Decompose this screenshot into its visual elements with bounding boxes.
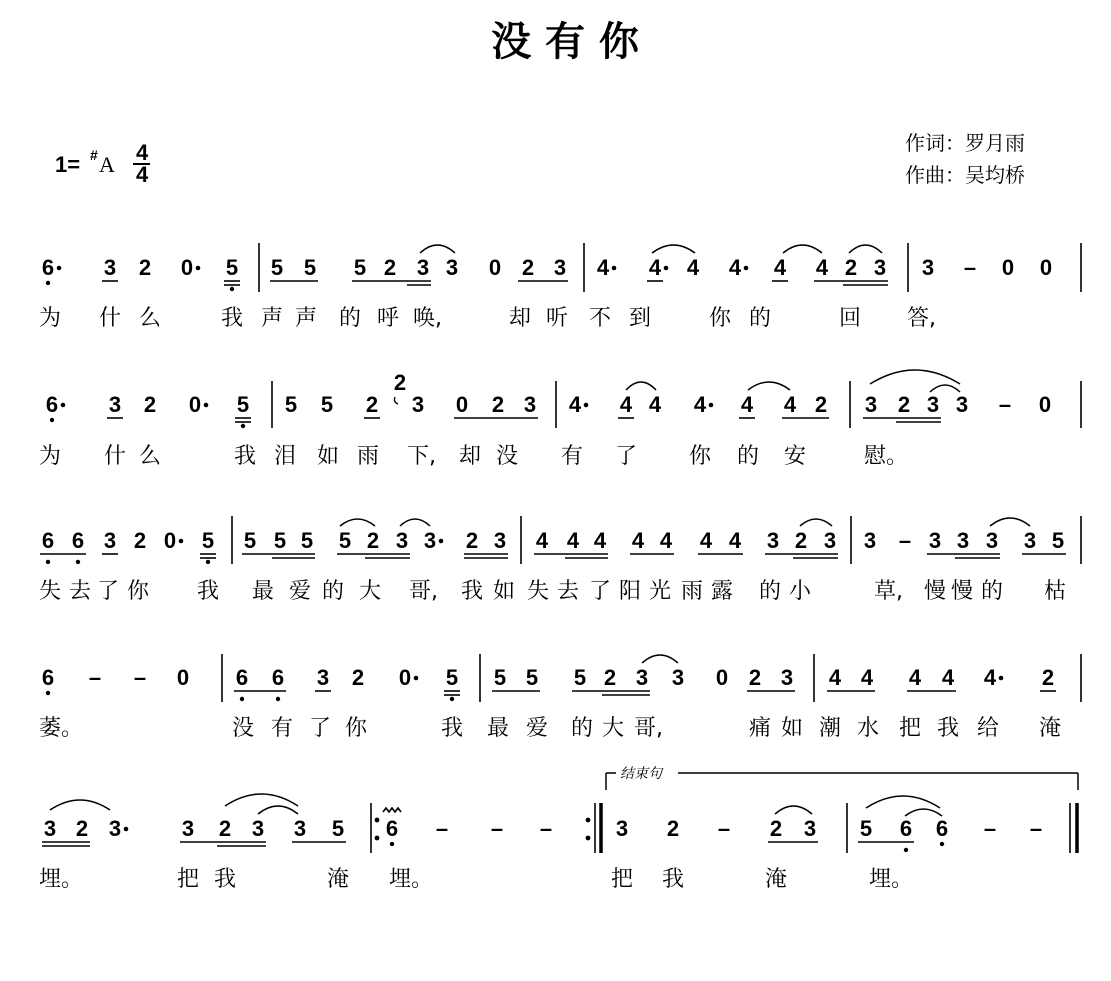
note: 3 <box>293 816 307 841</box>
note: 6 <box>41 665 55 690</box>
repeat-dot <box>375 836 380 841</box>
note: 6 <box>899 816 913 841</box>
note: – <box>435 816 449 841</box>
lyric-syllable: 最 <box>252 579 275 604</box>
lyric-syllable: 痛 <box>749 716 772 741</box>
lyric-syllable: 把 <box>177 867 200 892</box>
lyric-syllable: 却 <box>509 306 532 331</box>
note: 3 <box>873 255 887 280</box>
note: 4 <box>728 255 742 280</box>
slur <box>420 245 455 253</box>
note: 4 <box>659 528 673 553</box>
lyric-syllable: 我 <box>234 444 257 469</box>
lyric-syllable: 如 <box>493 579 516 604</box>
note: 2 <box>1041 665 1055 690</box>
grace-note: 2 <box>393 370 407 395</box>
lyric-syllable: 听 <box>546 306 569 331</box>
lyric-syllable: 我 <box>662 867 685 892</box>
aug-dot <box>612 266 617 271</box>
slur <box>870 370 960 384</box>
note: 2 <box>491 392 505 417</box>
note: 5 <box>273 528 287 553</box>
lyric-syllable: 我 <box>461 579 484 604</box>
note: 3 <box>780 665 794 690</box>
note: 3 <box>316 665 330 690</box>
aug-dot <box>999 676 1004 681</box>
note: 6 <box>385 816 399 841</box>
lyric-syllable: 淹 <box>1039 716 1062 741</box>
note: – <box>539 816 553 841</box>
slur <box>626 382 656 390</box>
key-signature <box>55 147 115 177</box>
note: 6 <box>935 816 949 841</box>
time-signature <box>133 140 150 187</box>
lyric-syllable: 的 <box>737 444 760 469</box>
slur <box>866 796 940 808</box>
note: 4 <box>699 528 713 553</box>
repeat-dot <box>586 836 591 841</box>
lyric-syllable: 没 <box>496 444 519 469</box>
note: 5 <box>225 255 239 280</box>
lyric-syllable: 到 <box>629 306 652 331</box>
note: 3 <box>181 816 195 841</box>
lyric-syllable: 你 <box>127 579 150 604</box>
note: 3 <box>395 528 409 553</box>
note: 3 <box>766 528 780 553</box>
lyric-syllable: 不 <box>589 306 612 331</box>
note: 6 <box>235 665 249 690</box>
note: 3 <box>671 665 685 690</box>
slur <box>340 519 375 526</box>
lyric-syllable: 你 <box>345 716 368 741</box>
note: 4 <box>648 255 662 280</box>
lyric-syllable: 给 <box>977 716 1000 741</box>
aug-dot <box>179 539 184 544</box>
note: 2 <box>748 665 762 690</box>
aug-dot <box>584 403 589 408</box>
note: 0 <box>1038 392 1052 417</box>
lyric-syllable: 慢 <box>924 579 947 604</box>
lyric-syllable: 枯 <box>1044 579 1067 604</box>
note: 5 <box>573 665 587 690</box>
note: 0 <box>163 528 177 553</box>
lyric-syllable: 了 <box>589 579 612 604</box>
lyric-syllable: 露 <box>711 579 734 604</box>
lyric-syllable: 慢 <box>951 579 974 604</box>
slur <box>748 382 790 390</box>
lyric-syllable: 哥, <box>634 716 663 741</box>
note: 2 <box>218 816 232 841</box>
low-dot <box>276 697 280 701</box>
note: 0 <box>488 255 502 280</box>
note: 3 <box>553 255 567 280</box>
grace-slur <box>394 397 398 404</box>
lyric-syllable: 淹 <box>765 867 788 892</box>
lyric-syllable: 呼 <box>377 306 400 331</box>
note: 3 <box>864 392 878 417</box>
lyric-syllable: 唤, <box>413 306 442 331</box>
note: – <box>963 255 977 280</box>
note: 5 <box>353 255 367 280</box>
note: 2 <box>365 392 379 417</box>
svg-text:A: A <box>99 152 115 177</box>
low-dot <box>76 560 80 564</box>
note: 2 <box>603 665 617 690</box>
slur <box>800 519 832 526</box>
lyric-syllable: 声 <box>295 306 318 331</box>
lyric-syllable: 有 <box>271 716 294 741</box>
note: 3 <box>823 528 837 553</box>
note: 2 <box>794 528 808 553</box>
note: 3 <box>103 255 117 280</box>
slur <box>258 806 298 814</box>
lyric-syllable: 你 <box>689 444 712 469</box>
note: 4 <box>566 528 580 553</box>
lyric-syllable: 为 <box>39 444 62 469</box>
note: 0 <box>1039 255 1053 280</box>
lyric-syllable: 雨 <box>681 579 704 604</box>
note: 3 <box>108 816 122 841</box>
note: 5 <box>1051 528 1065 553</box>
svg-text:4: 4 <box>136 140 149 165</box>
note: – <box>133 665 147 690</box>
slur <box>775 806 812 814</box>
note: 4 <box>860 665 874 690</box>
system-3 <box>39 516 1081 604</box>
lyric-syllable: 大 <box>359 579 382 604</box>
repeat-dot <box>375 818 380 823</box>
note: 4 <box>828 665 842 690</box>
note: 4 <box>983 665 997 690</box>
note: 2 <box>138 255 152 280</box>
note: – <box>490 816 504 841</box>
lyric-syllable: 下, <box>407 444 436 469</box>
note: 4 <box>631 528 645 553</box>
lyric-syllable: 了 <box>615 444 638 469</box>
lyric-syllable: 失 <box>527 579 550 604</box>
lyric-syllable: 有 <box>561 444 584 469</box>
note: 6 <box>45 392 59 417</box>
note: 3 <box>103 528 117 553</box>
ending-bracket <box>606 766 1078 790</box>
low-dot <box>904 848 908 852</box>
lyric-syllable: 阳 <box>619 579 642 604</box>
note: – <box>88 665 102 690</box>
lyric-syllable: 草, <box>874 579 903 604</box>
aug-dot <box>744 266 749 271</box>
lyric-syllable: 雨 <box>357 444 380 469</box>
lyric-syllable: 了 <box>97 579 120 604</box>
note: – <box>1029 816 1043 841</box>
note: 0 <box>455 392 469 417</box>
note: 4 <box>773 255 787 280</box>
lyric-syllable: 我 <box>221 306 244 331</box>
note: 5 <box>445 665 459 690</box>
note: 4 <box>648 392 662 417</box>
note: 2 <box>521 255 535 280</box>
note: 2 <box>133 528 147 553</box>
lyric-syllable: 的 <box>981 579 1004 604</box>
lyric-syllable: 什 <box>99 306 122 331</box>
lyric-syllable: 埋。 <box>389 867 434 892</box>
lyric-syllable: 你 <box>709 306 732 331</box>
note: 4 <box>693 392 707 417</box>
slur <box>400 519 430 526</box>
page-title: 没 有 你 <box>491 18 639 65</box>
aug-dot <box>196 266 201 271</box>
aug-dot <box>664 266 669 271</box>
lyric-syllable: 去 <box>69 579 92 604</box>
slur <box>990 518 1030 526</box>
note: 4 <box>686 255 700 280</box>
slur <box>849 245 882 253</box>
lyric-syllable: 我 <box>197 579 220 604</box>
note: 2 <box>143 392 157 417</box>
note: – <box>717 816 731 841</box>
note: 3 <box>416 255 430 280</box>
note: 4 <box>619 392 633 417</box>
lyric-syllable: 去 <box>557 579 580 604</box>
lyric-syllable: 慰。 <box>864 444 909 469</box>
note: 3 <box>928 528 942 553</box>
svg-text:4: 4 <box>136 162 149 187</box>
lyric-syllable: 萎。 <box>39 716 84 741</box>
note: 6 <box>71 528 85 553</box>
note: 2 <box>351 665 365 690</box>
svg-text:#: # <box>90 147 98 163</box>
note: 0 <box>398 665 412 690</box>
lyric-syllable: 我 <box>441 716 464 741</box>
note: 3 <box>43 816 57 841</box>
note: 5 <box>331 816 345 841</box>
lyric-syllable: 的 <box>749 306 772 331</box>
lyric-syllable: 的 <box>322 579 345 604</box>
lyric-syllable: 没 <box>232 716 255 741</box>
lyric-syllable: 埋。 <box>39 867 84 892</box>
note: – <box>998 392 1012 417</box>
lyric-syllable: 的 <box>571 716 594 741</box>
trill-mark <box>383 808 401 812</box>
lyric-syllable: 么 <box>139 444 162 469</box>
note: – <box>898 528 912 553</box>
note: 3 <box>921 255 935 280</box>
note: 2 <box>814 392 828 417</box>
note: 3 <box>926 392 940 417</box>
lyric-syllable: 水 <box>857 716 880 741</box>
note: 5 <box>338 528 352 553</box>
system-1 <box>39 243 1081 331</box>
aug-dot <box>124 827 129 832</box>
lyric-syllable: 失 <box>39 579 62 604</box>
note: 6 <box>41 528 55 553</box>
lyric-syllable: 声 <box>261 306 284 331</box>
system-5 <box>39 794 1077 892</box>
note: 0 <box>176 665 190 690</box>
note: 5 <box>236 392 250 417</box>
note: 5 <box>243 528 257 553</box>
lyric-syllable: 了 <box>309 716 332 741</box>
lyric-syllable: 最 <box>487 716 510 741</box>
note: 5 <box>525 665 539 690</box>
aug-dot <box>414 676 419 681</box>
note: 4 <box>815 255 829 280</box>
note: 2 <box>366 528 380 553</box>
composer-credit: 作曲：吴均桥 <box>905 163 1025 187</box>
lyric-syllable: 安 <box>784 444 807 469</box>
low-dot <box>46 560 50 564</box>
lyric-syllable: 光 <box>649 579 672 604</box>
slur <box>225 794 298 806</box>
repeat-dot <box>586 818 591 823</box>
note: 2 <box>666 816 680 841</box>
lyric-syllable: 如 <box>781 716 804 741</box>
lyric-syllable: 大 <box>602 716 625 741</box>
lyric-syllable: 答, <box>907 306 936 331</box>
low-dot <box>46 281 50 285</box>
lyric-syllable: 却 <box>459 444 482 469</box>
note: 3 <box>493 528 507 553</box>
note: 3 <box>108 392 122 417</box>
lyric-syllable: 小 <box>789 579 812 604</box>
note: 3 <box>615 816 629 841</box>
slur <box>642 655 678 663</box>
note: 2 <box>383 255 397 280</box>
slur <box>783 245 822 253</box>
note: 4 <box>728 528 742 553</box>
note: 4 <box>740 392 754 417</box>
lyric-syllable: 把 <box>899 716 922 741</box>
note: 3 <box>523 392 537 417</box>
note: 4 <box>596 255 610 280</box>
note: 3 <box>423 528 437 553</box>
note: 4 <box>941 665 955 690</box>
note: 6 <box>271 665 285 690</box>
low-dot <box>940 842 944 846</box>
low-dot <box>50 418 54 422</box>
note: 5 <box>270 255 284 280</box>
aug-dot <box>57 266 62 271</box>
lyric-syllable: 如 <box>317 444 340 469</box>
note: 0 <box>188 392 202 417</box>
aug-dot <box>709 403 714 408</box>
note: 3 <box>956 528 970 553</box>
note: 4 <box>593 528 607 553</box>
lyric-syllable: 么 <box>139 306 162 331</box>
slur <box>930 385 960 392</box>
note: 2 <box>75 816 89 841</box>
note: 5 <box>303 255 317 280</box>
lyric-syllable: 我 <box>937 716 960 741</box>
lyric-syllable: 我 <box>214 867 237 892</box>
ending-label: 结束句 <box>620 766 662 782</box>
slur <box>50 800 110 810</box>
low-dot <box>450 697 454 701</box>
note: 3 <box>863 528 877 553</box>
note: 5 <box>320 392 334 417</box>
low-dot <box>230 287 234 291</box>
aug-dot <box>61 403 66 408</box>
note: 3 <box>985 528 999 553</box>
lyric-syllable: 把 <box>611 867 634 892</box>
aug-dot <box>204 403 209 408</box>
note: 4 <box>535 528 549 553</box>
note: 2 <box>844 255 858 280</box>
note: 5 <box>284 392 298 417</box>
note: 2 <box>465 528 479 553</box>
lyric-syllable: 的 <box>339 306 362 331</box>
lyric-syllable: 泪 <box>274 444 297 469</box>
slur <box>652 245 695 253</box>
lyric-syllable: 爱 <box>526 716 549 741</box>
lyric-syllable: 什 <box>104 444 127 469</box>
note: 4 <box>908 665 922 690</box>
note: 3 <box>445 255 459 280</box>
note: 2 <box>897 392 911 417</box>
note: 3 <box>1023 528 1037 553</box>
lyric-syllable: 埋。 <box>869 867 914 892</box>
note: 5 <box>201 528 215 553</box>
note: 3 <box>955 392 969 417</box>
note: 5 <box>300 528 314 553</box>
note: 3 <box>635 665 649 690</box>
note: 3 <box>803 816 817 841</box>
note: 5 <box>859 816 873 841</box>
note: 2 <box>769 816 783 841</box>
lyricist-credit: 作词：罗月雨 <box>905 131 1025 155</box>
lyric-syllable: 淹 <box>327 867 350 892</box>
system-4 <box>39 654 1081 741</box>
lyric-syllable: 回 <box>839 306 862 331</box>
low-dot <box>240 697 244 701</box>
note: – <box>983 816 997 841</box>
note: 3 <box>251 816 265 841</box>
slur <box>905 809 942 816</box>
note: 4 <box>783 392 797 417</box>
note: 0 <box>715 665 729 690</box>
lyric-syllable: 哥, <box>409 579 438 604</box>
note: 3 <box>411 392 425 417</box>
lyric-syllable: 爱 <box>289 579 312 604</box>
note: 4 <box>568 392 582 417</box>
aug-dot <box>439 539 444 544</box>
note: 5 <box>493 665 507 690</box>
lyric-syllable: 为 <box>39 306 62 331</box>
note: 0 <box>1001 255 1015 280</box>
low-dot <box>241 424 245 428</box>
low-dot <box>390 842 394 846</box>
note: 0 <box>180 255 194 280</box>
low-dot <box>46 691 50 695</box>
lyric-syllable: 的 <box>759 579 782 604</box>
svg-text:1=: 1= <box>55 152 81 177</box>
low-dot <box>206 560 210 564</box>
lyric-syllable: 潮 <box>819 716 842 741</box>
note: 6 <box>41 255 55 280</box>
system-2 <box>39 370 1081 469</box>
